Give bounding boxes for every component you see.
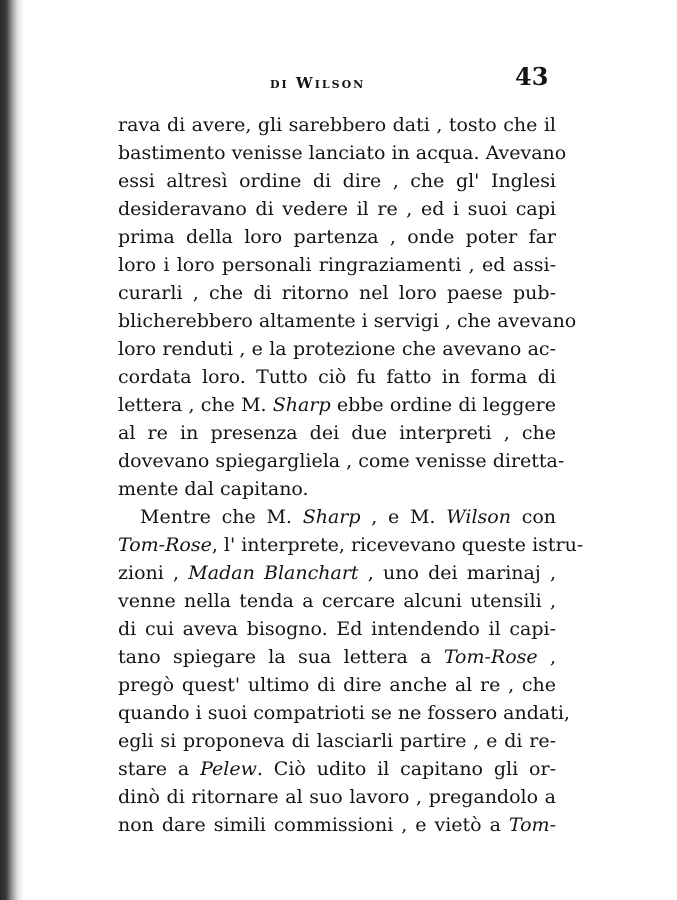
text-line <box>118 196 556 222</box>
text-segment: non dare simili commissioni , e vietò a <box>118 814 509 836</box>
text-segment: pregò quest' ultimo di dire anche al re , che <box>118 674 556 696</box>
text-segment: . Ciò udito il capitano gli or- <box>256 758 556 780</box>
text-line <box>118 728 556 754</box>
text-line <box>118 112 556 138</box>
text-line <box>118 168 556 194</box>
text-segment: desideravano di vedere il re , ed i suoi capi <box>118 198 556 220</box>
text-segment: loro i loro personali ringraziamenti , ed assi- <box>118 254 556 276</box>
text-segment: essi altresì ordine di dire , che gl' Inglesi <box>118 170 556 192</box>
text-line <box>118 560 556 586</box>
text-line <box>118 252 556 278</box>
text-line <box>118 784 556 810</box>
text-line <box>118 588 556 614</box>
text-segment: zioni , <box>118 562 189 584</box>
italic-name: Wilson <box>446 506 511 528</box>
text-segment: loro renduti , e la protezione che avevano ac- <box>118 338 556 360</box>
italic-name: Madan Blanchart <box>188 562 359 584</box>
text-segment: cordata loro. Tutto ciò fu fatto in forma di <box>118 366 556 388</box>
text-segment: quando i suoi compatrioti se ne fossero andati, <box>118 702 570 724</box>
text-segment: dinò di ritornare al suo lavoro , pregandolo a <box>118 786 556 808</box>
text-line <box>118 420 556 446</box>
text-line <box>118 392 556 418</box>
italic-name: Pelew <box>200 758 257 780</box>
text-segment: curarli , che di ritorno nel loro paese pub- <box>118 282 556 304</box>
italic-name: Tom-Rose <box>443 646 538 668</box>
text-line <box>118 140 567 166</box>
text-line <box>118 700 570 726</box>
text-segment: blicherebbero altamente i servigi , che avevano <box>118 310 577 332</box>
text-segment: egli si proponeva di lasciarli partire , e di re- <box>118 730 556 752</box>
text-line <box>118 812 556 838</box>
text-segment: , e M. <box>360 506 447 528</box>
text-segment: tano spiegare la sua lettera a <box>118 646 444 668</box>
text-line <box>118 308 577 334</box>
text-line <box>118 756 556 782</box>
text-segment: ebbe ordine di leggere <box>330 394 556 416</box>
text-segment: bastimento venisse lanciato in acqua. Avevano <box>118 142 567 164</box>
text-segment: , uno dei marinaj , <box>358 562 556 584</box>
text-segment: prima della loro partenza , onde poter far <box>118 226 556 248</box>
text-segment: mente dal capitano. <box>118 478 309 500</box>
text-line <box>118 672 556 698</box>
text-segment: , l' interprete, ricevevano queste istru- <box>211 534 584 556</box>
text-segment: rava di avere, gli sarebbero dati , tosto che il <box>118 114 556 136</box>
text-line <box>118 532 584 558</box>
italic-name: Tom- <box>508 814 556 836</box>
text-line <box>118 616 556 642</box>
italic-name: Sharp <box>272 394 331 416</box>
text-segment: al re in presenza dei due interpreti , che <box>118 422 556 444</box>
italic-name: Tom-Rose <box>118 534 212 556</box>
text-line <box>118 280 556 306</box>
page-number: 43 <box>515 62 549 91</box>
text-line <box>118 644 556 670</box>
text-segment: di cui aveva bisogno. Ed intendendo il capi- <box>118 618 556 640</box>
text-segment: dovevano spiegargliela , come venisse diretta- <box>118 450 565 472</box>
running-head: di Wilson <box>270 74 366 92</box>
text-line <box>118 476 556 502</box>
text-segment: Mentre che M. <box>140 506 303 528</box>
text-line <box>118 364 556 390</box>
text-segment: lettera , che M. <box>118 394 273 416</box>
text-segment: stare a <box>118 758 201 780</box>
text-segment: venne nella tenda a cercare alcuni utensili , <box>118 590 556 612</box>
text-line <box>118 448 565 474</box>
text-line <box>118 224 556 250</box>
italic-name: Sharp <box>302 506 361 528</box>
text-segment: , <box>537 646 556 668</box>
text-segment: con <box>510 506 557 528</box>
text-line <box>140 504 556 530</box>
text-line <box>118 336 556 362</box>
